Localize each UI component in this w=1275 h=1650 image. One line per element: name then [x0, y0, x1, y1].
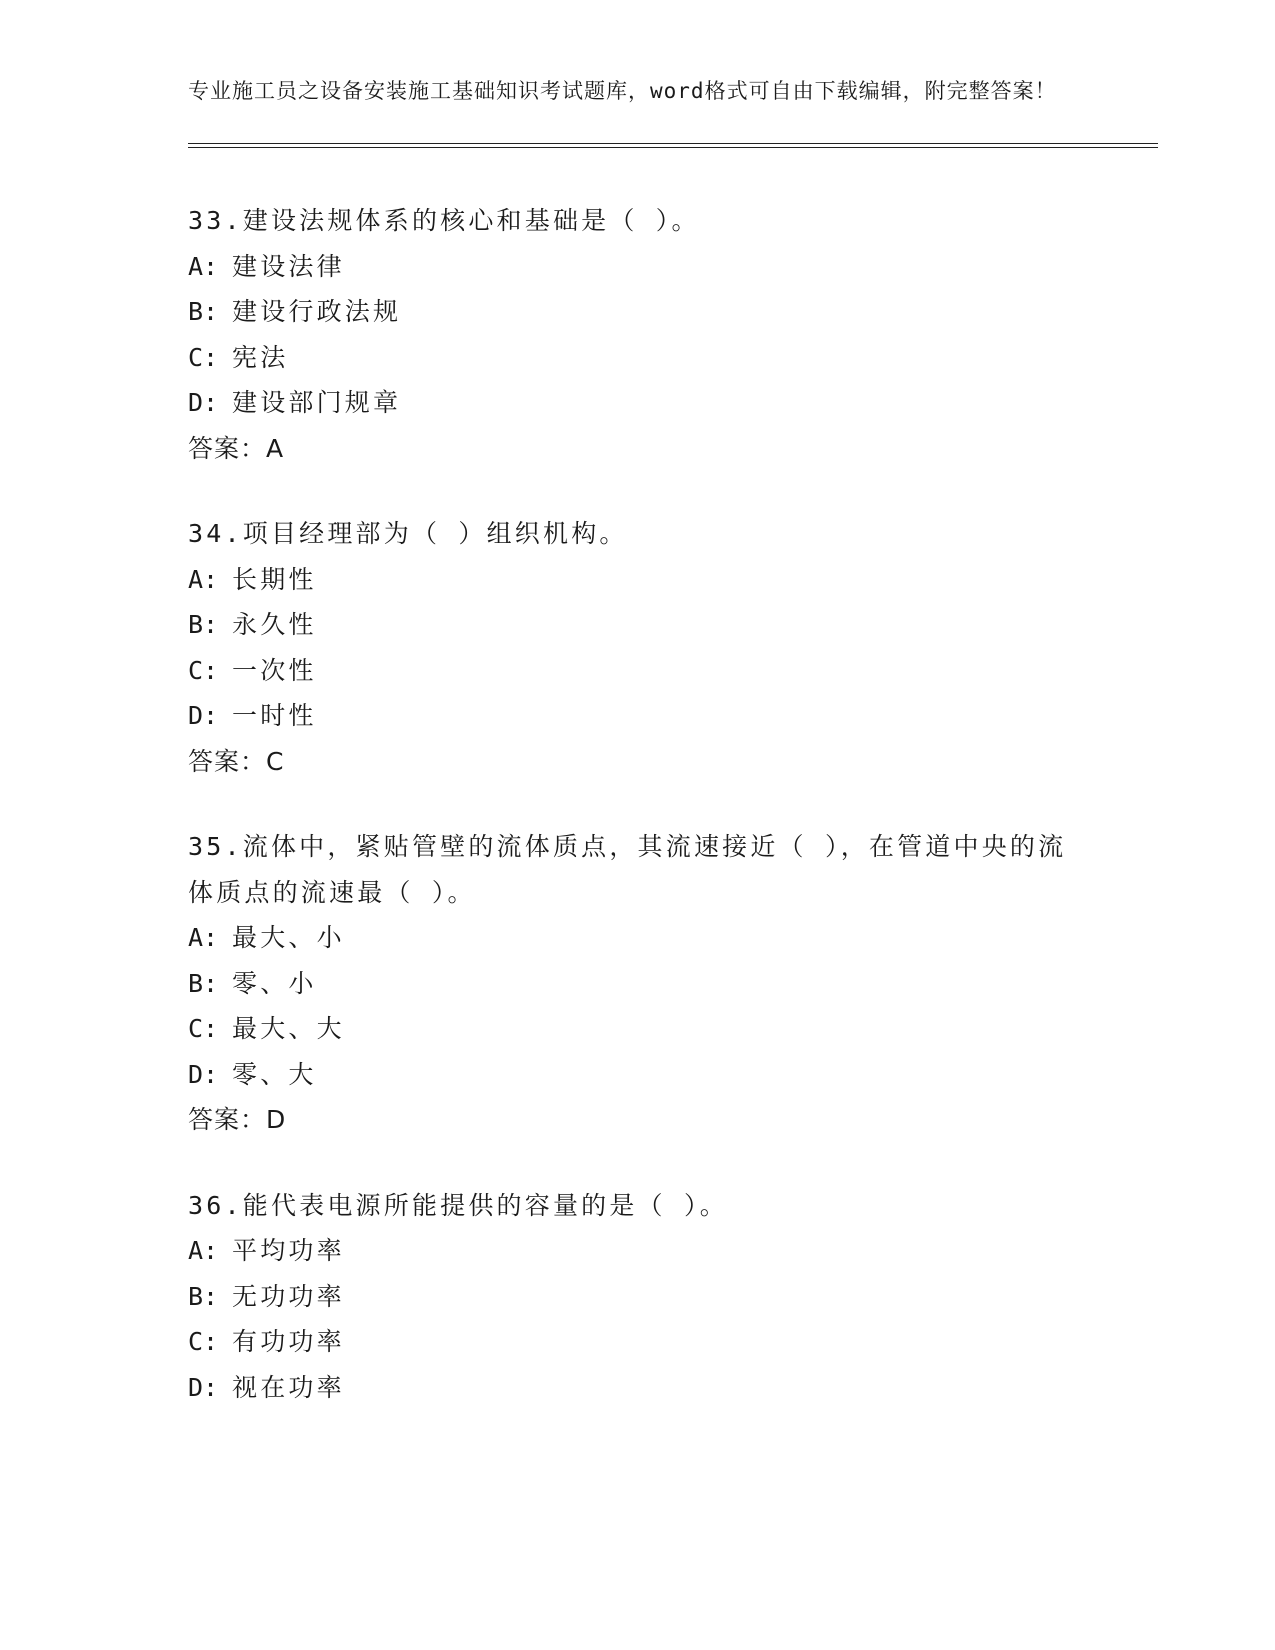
option-c — [188, 1319, 1158, 1365]
answer-line: 答案：D — [188, 1105, 287, 1134]
question-stem: 34.项目经理部为（ ）组织机构。 — [188, 519, 628, 548]
option-d — [188, 1365, 1158, 1411]
option-label: D: — [188, 388, 219, 417]
question-stem: 33.建设法规体系的核心和基础是（ ）。 — [188, 206, 700, 235]
option-c — [188, 335, 1158, 381]
question-35 — [188, 824, 1158, 1143]
option-label: D: — [188, 1372, 219, 1402]
option-a — [188, 915, 1158, 961]
question-stem: 36.能代表电源所能提供的容量的是（ ）。 — [188, 1190, 728, 1220]
document-page — [188, 0, 1158, 1450]
question-33 — [188, 198, 1158, 471]
option-text: 宪法 — [232, 342, 289, 372]
option-text: 建设行政法规 — [232, 297, 402, 326]
option-b — [188, 1274, 1158, 1320]
option-b — [188, 289, 1158, 335]
answer-line: 答案：C — [188, 746, 285, 776]
question-34 — [188, 511, 1158, 784]
option-d — [188, 693, 1158, 739]
option-label: B: — [188, 297, 219, 326]
option-label: A: — [188, 564, 219, 594]
option-d — [188, 1052, 1158, 1098]
option-text: 最大、大 — [232, 1014, 345, 1043]
option-label: B: — [188, 968, 219, 998]
option-text: 无功功率 — [232, 1281, 345, 1311]
option-label: D: — [188, 701, 219, 730]
option-label: B: — [188, 610, 219, 639]
option-c — [188, 1006, 1158, 1052]
option-a — [188, 1228, 1158, 1274]
answer-line: 答案：A — [188, 433, 285, 463]
question-stem: 35.流体中，紧贴管壁的流体质点，其流速接近（ ），在管道中央的流体质点的流速最（ ）。 — [188, 832, 1067, 907]
option-label: A: — [188, 251, 219, 281]
option-text: 一时性 — [232, 701, 317, 730]
question-36 — [188, 1183, 1158, 1411]
header-divider — [188, 143, 1158, 148]
option-text: 一次性 — [232, 655, 317, 685]
option-text: 视在功率 — [232, 1372, 345, 1402]
option-b — [188, 602, 1158, 648]
option-label: C: — [188, 342, 219, 372]
option-b — [188, 961, 1158, 1007]
option-a — [188, 244, 1158, 290]
option-label: B: — [188, 1281, 219, 1311]
option-text: 建设部门规章 — [232, 388, 402, 417]
option-c — [188, 648, 1158, 694]
option-text: 永久性 — [232, 610, 317, 639]
option-text: 零、大 — [232, 1059, 317, 1089]
option-label: A: — [188, 1236, 219, 1265]
document-intro: 专业施工员之设备安装施工基础知识考试题库，word格式可自由下载编辑，附完整答案！ — [188, 79, 1057, 103]
option-text: 最大、小 — [232, 923, 345, 952]
option-text: 长期性 — [232, 564, 317, 594]
option-text: 零、小 — [232, 968, 317, 998]
option-label: D: — [188, 1059, 219, 1089]
option-a — [188, 557, 1158, 603]
option-label: C: — [188, 655, 219, 685]
option-text: 平均功率 — [232, 1236, 345, 1265]
option-label: C: — [188, 1327, 219, 1356]
option-label: A: — [188, 923, 219, 952]
option-text: 建设法律 — [232, 251, 345, 281]
option-label: C: — [188, 1014, 219, 1043]
option-text: 有功功率 — [232, 1327, 345, 1356]
option-d — [188, 380, 1158, 426]
question-list — [188, 198, 1158, 1410]
